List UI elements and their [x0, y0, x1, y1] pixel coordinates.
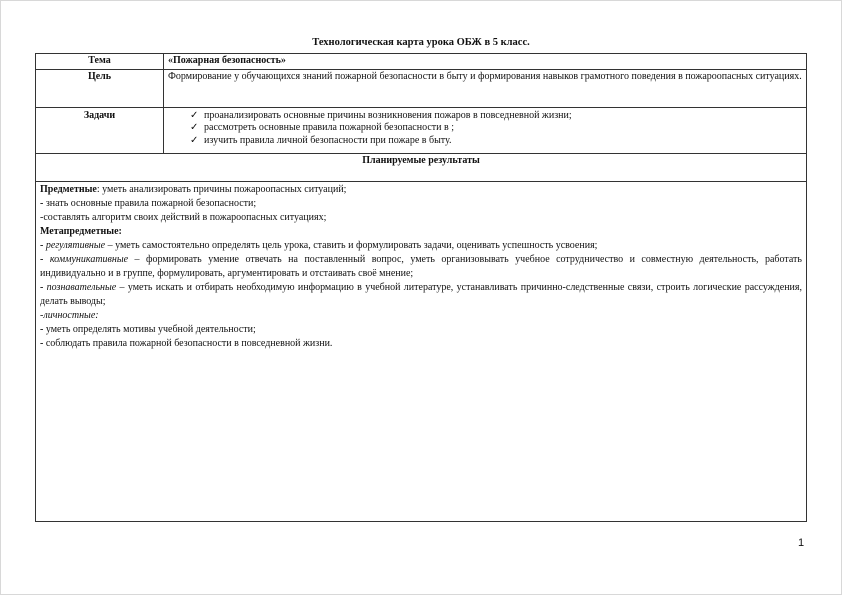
checkmark-icon: ✓ — [190, 109, 199, 121]
list-item — [190, 122, 802, 135]
lesson-card-table — [35, 53, 807, 522]
list-item — [190, 110, 802, 123]
regulative-line: - регулятивные – уметь самостоятельно определять цель урока, ставить и формулировать задачи, оценивать успешность усвоения; — [40, 239, 598, 251]
page-number: 1 — [798, 537, 805, 549]
cognitive-text: – уметь искать и отбирать необходимую информацию в учебной литературе, устанавливать причинно-следственные связи, строить логические рассуждения, делать выводы; — [40, 281, 802, 307]
subject-item: -составлять алгоритм своих действий в пожароопасных ситуациях; — [40, 211, 327, 223]
tasks-cell — [164, 107, 807, 153]
checkmark-icon: ✓ — [190, 135, 199, 147]
tasks-list — [168, 110, 802, 148]
topic-value: «Пожарная безопасность» — [164, 54, 807, 70]
subject-item-text: знать основные правила пожарной безопасности; — [43, 197, 257, 209]
subject-line — [40, 183, 802, 197]
task-text: изучить правила личной безопасности при пожаре в быту. — [204, 135, 452, 147]
communicative-label: коммуникативные — [49, 253, 129, 265]
subject-label: Предметные — [40, 183, 97, 195]
subject-item: - знать основные правила пожарной безопасности; — [40, 197, 257, 209]
list-item — [190, 135, 802, 148]
table-row-topic — [36, 54, 807, 70]
topic-label: Тема — [36, 54, 164, 70]
communicative-line: - коммуникативные – формировать умение отвечать на поставленный вопрос, уметь организовывать учебное сотрудничество и совместную деятельность, работать индивидуально и в группе, формулировать, аргументировать и отстаивать своё мнение; — [40, 253, 802, 279]
tasks-label: Задачи — [36, 107, 164, 153]
table-row-tasks — [36, 107, 807, 153]
task-text: рассмотреть основные правила пожарной безопасности в ; — [204, 122, 454, 134]
personal-label: -личностные: — [40, 309, 99, 321]
personal-item: - соблюдать правила пожарной безопасности в повседневной жизни. — [40, 337, 333, 349]
results-heading: Планируемые результаты — [36, 153, 807, 181]
results-body — [36, 181, 807, 521]
task-text: проанализировать основные причины возникновения пожаров в повседневной жизни; — [204, 109, 572, 121]
personal-item-text: соблюдать правила пожарной безопасности в повседневной жизни. — [43, 337, 333, 349]
communicative-text: – формировать умение отвечать на поставленный вопрос, уметь организовывать учебное сотрудничество и совместную деятельность, работать индивидуально и в группе, формулировать, аргументировать и отстаивать своё мнение; — [40, 253, 802, 279]
meta-label: Метапредметные: — [40, 225, 122, 237]
table-row-results-body — [36, 181, 807, 521]
personal-item: - уметь определять мотивы учебной деятельности; — [40, 323, 256, 335]
table-row-goal — [36, 69, 807, 107]
checkmark-icon: ✓ — [190, 122, 199, 134]
cognitive-label: познавательные — [46, 281, 117, 293]
regulative-label: регулятивные — [45, 239, 106, 251]
table-row-results-heading — [36, 153, 807, 181]
subject-text: : уметь анализировать причины пожароопасных ситуаций; — [96, 183, 347, 195]
subject-item-text: составлять алгоритм своих действий в пожароопасных ситуациях; — [43, 211, 327, 223]
regulative-text: – уметь самостоятельно определять цель урока, ставить и формулировать задачи, оценивать успешность усвоения; — [105, 239, 598, 251]
cognitive-line: - познавательные – уметь искать и отбирать необходимую информацию в учебной литературе, устанавливать причинно-следственные связи, строить логические рассуждения, делать выводы; — [40, 281, 802, 307]
goal-label: Цель — [36, 69, 164, 107]
document-title: Технологическая карта урока ОБЖ в 5 класс. — [312, 37, 530, 48]
personal-item-text: уметь определять мотивы учебной деятельности; — [43, 323, 256, 335]
goal-value: Формирование у обучающихся знаний пожарной безопасности в быту и формирования навыков грамотного поведения в пожароопасных ситуациях. — [164, 69, 807, 107]
